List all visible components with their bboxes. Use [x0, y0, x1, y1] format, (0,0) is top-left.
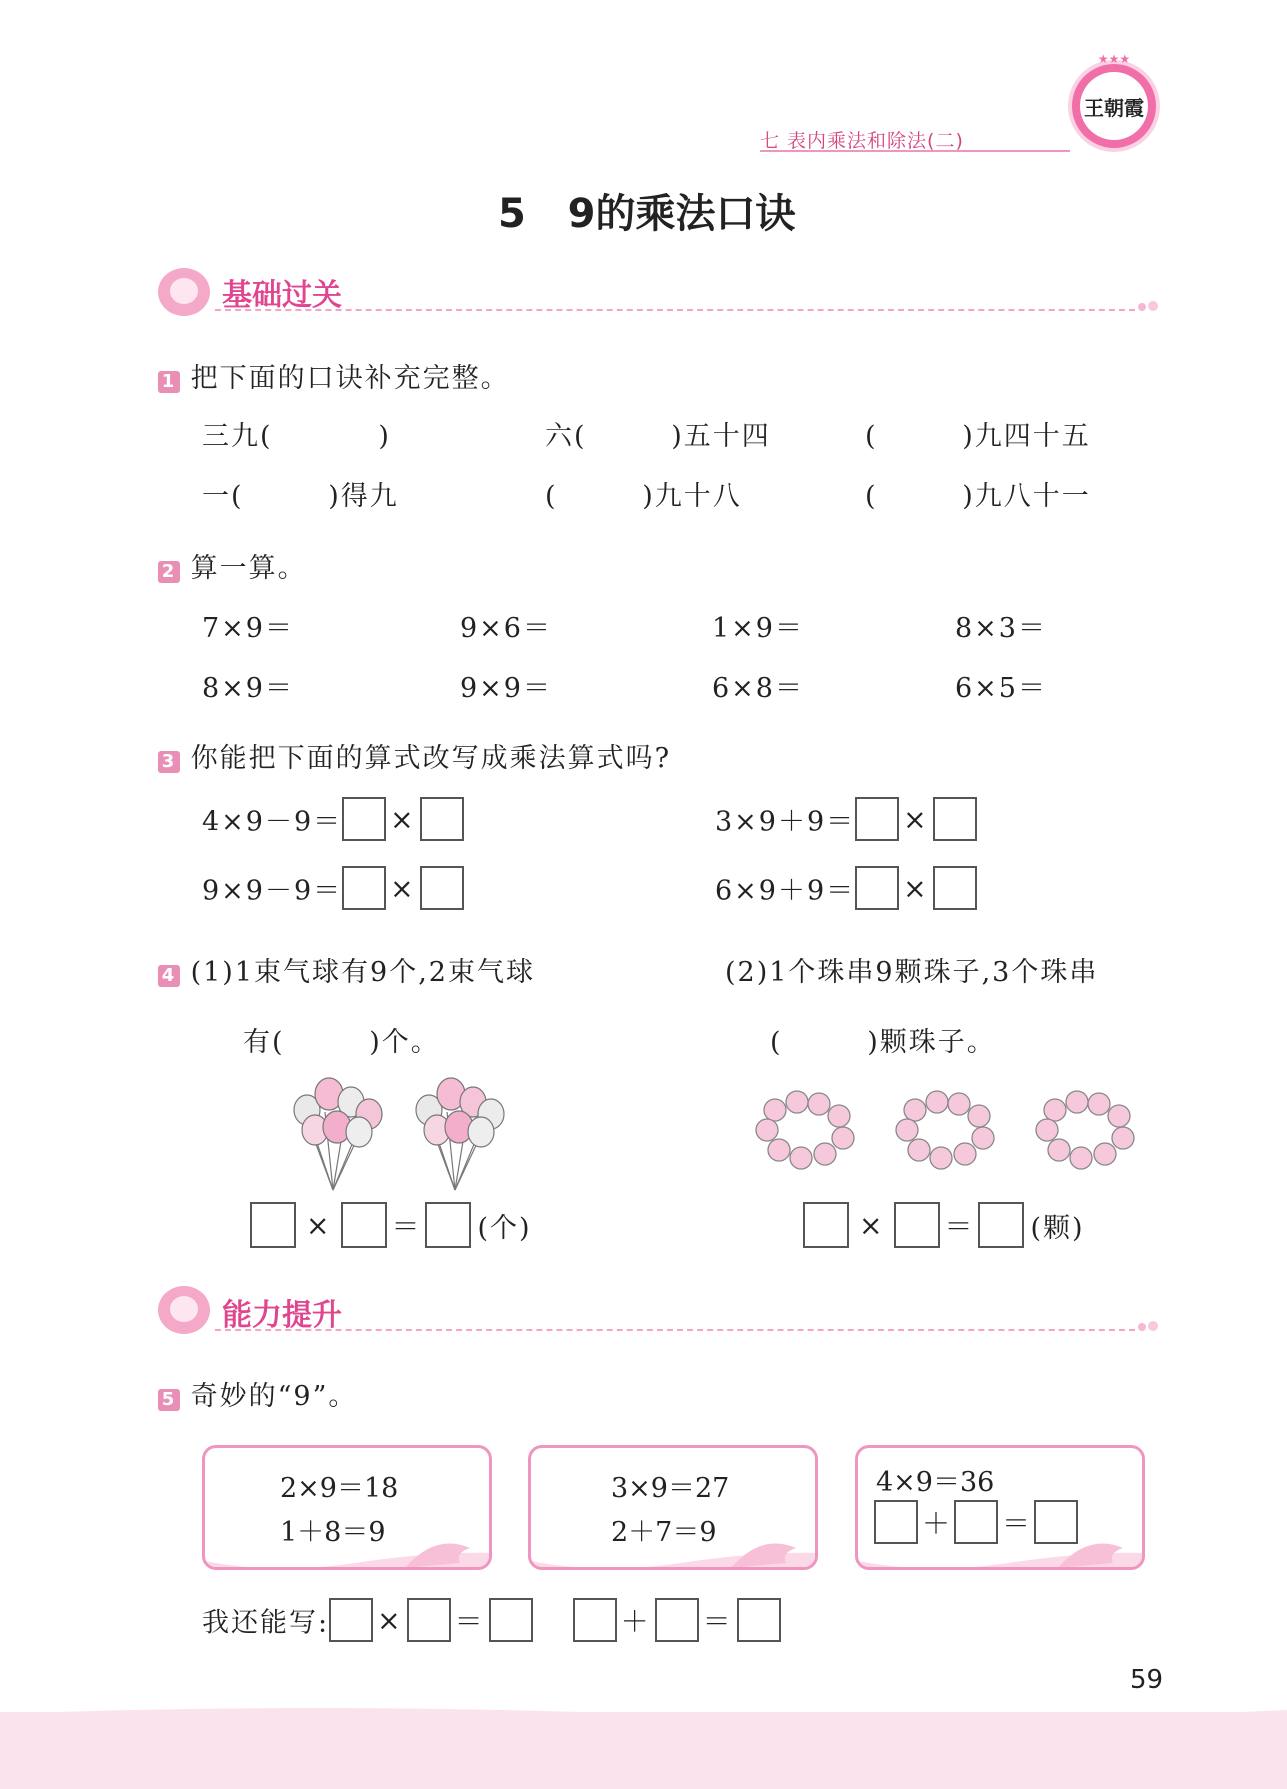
calc-item[interactable]: 8×9＝ [202, 673, 294, 704]
fill-blank-item[interactable]: ( )九四十五 [865, 421, 1091, 452]
unit-label: (颗) [1030, 1212, 1085, 1244]
fill-blank-item[interactable]: ( )九八十一 [865, 481, 1091, 512]
calc-item[interactable]: 6×5＝ [955, 673, 1047, 704]
page-number: 59 [1130, 1665, 1164, 1695]
calc-item[interactable]: 8×3＝ [955, 613, 1047, 644]
answer-box[interactable] [655, 1598, 699, 1642]
answer-box[interactable] [342, 866, 386, 910]
rewrite-row [202, 866, 464, 910]
bead-string [896, 1091, 994, 1169]
question-number: 4 [158, 965, 180, 987]
bead-equation [803, 1202, 1085, 1248]
times-sign: × [390, 802, 416, 836]
answer-box[interactable] [489, 1598, 533, 1642]
question-4-part2: (2)1个珠串9颗珠子,3个珠串 [725, 957, 1099, 988]
fill-blank-item[interactable]: 一( )得九 [202, 481, 399, 512]
calc-item[interactable]: 6×8＝ [712, 673, 804, 704]
answer-box[interactable] [933, 797, 977, 841]
question-number: 2 [158, 561, 180, 583]
equals-sign: ＝ [944, 1210, 975, 1243]
section-divider [215, 309, 1135, 311]
calc-item[interactable]: 9×6＝ [460, 613, 552, 644]
rewrite-row [715, 797, 977, 841]
times-sign: × [903, 871, 929, 905]
plus-sign: ＋ [922, 1507, 951, 1540]
dots-decoration [1138, 300, 1158, 314]
answer-box[interactable] [341, 1202, 387, 1248]
rewrite-expression: 6×9＋9＝ [715, 875, 856, 907]
times-sign: × [903, 802, 929, 836]
brand-logo-text: 王朝霞 [1084, 96, 1144, 120]
card-line: 1＋8＝9 [280, 1517, 386, 1548]
fill-blank-item[interactable]: ( )颗珠子。 [770, 1027, 996, 1058]
answer-box[interactable] [342, 797, 386, 841]
answer-box[interactable] [407, 1598, 451, 1642]
answer-box[interactable] [573, 1598, 617, 1642]
rewrite-expression: 9×9－9＝ [202, 875, 343, 907]
answer-box[interactable] [855, 866, 899, 910]
answer-box[interactable] [978, 1202, 1024, 1248]
balloon-bunch-2 [416, 1078, 504, 1190]
card-line: 3×9＝27 [611, 1473, 730, 1504]
unit-label: (个) [477, 1212, 532, 1244]
calc-item[interactable]: 9×9＝ [460, 673, 552, 704]
example-card-2 [528, 1445, 818, 1570]
answer-box[interactable] [420, 866, 464, 910]
footer-wave [0, 1700, 1287, 1730]
card-line: 4×9＝36 [876, 1467, 995, 1498]
question-number: 3 [158, 751, 180, 773]
times-sign: × [306, 1208, 332, 1242]
answer-box[interactable] [420, 797, 464, 841]
card-line: 2＋7＝9 [611, 1517, 717, 1548]
answer-box[interactable] [250, 1202, 296, 1248]
times-sign: × [377, 1603, 403, 1637]
question-prompt: 奇妙的“9”。 [190, 1381, 358, 1412]
rewrite-row [715, 866, 977, 910]
brand-logo: 王朝霞 ★★★ [1072, 64, 1156, 148]
wave-decoration [858, 1523, 1145, 1570]
question-number: 5 [158, 1389, 180, 1411]
times-sign: × [390, 871, 416, 905]
question-prompt: 把下面的口诀补充完整。 [190, 363, 510, 394]
header-underline [760, 150, 1070, 152]
wave-decoration [531, 1523, 818, 1570]
fill-blank-item[interactable]: 六( )五十四 [545, 421, 771, 452]
answer-box[interactable] [329, 1598, 373, 1642]
balloon-bunch-1 [294, 1078, 382, 1190]
times-sign: × [859, 1208, 885, 1242]
question-number: 1 [158, 371, 180, 393]
answer-box[interactable] [425, 1202, 471, 1248]
mascot-icon [158, 1286, 210, 1334]
rewrite-expression: 4×9－9＝ [202, 806, 343, 838]
question-4-part1 [158, 950, 535, 989]
question-2 [158, 546, 307, 585]
balloons-illustration [285, 1072, 525, 1197]
example-card-3 [855, 1445, 1145, 1570]
question-prompt: 算一算。 [190, 553, 307, 584]
chapter-header [760, 126, 1045, 153]
bead-strings-illustration [755, 1090, 1155, 1180]
page-title: 5 9的乘法口诀 [498, 191, 796, 237]
also-write-label: 我还能写: [202, 1607, 330, 1639]
calc-item[interactable]: 7×9＝ [202, 613, 294, 644]
calc-item[interactable]: 1×9＝ [712, 613, 804, 644]
question-prompt: 你能把下面的算式改写成乘法算式吗? [190, 743, 672, 774]
fill-blank-item[interactable]: ( )九十八 [545, 481, 742, 512]
card-line: 2×9＝18 [280, 1473, 399, 1504]
rewrite-expression: 3×9＋9＝ [715, 806, 856, 838]
bead-string [756, 1091, 854, 1169]
plus-sign: ＋ [620, 1605, 651, 1638]
equals-sign: ＝ [1002, 1507, 1031, 1540]
mascot-icon [158, 268, 210, 316]
answer-box[interactable] [894, 1202, 940, 1248]
equals-sign: ＝ [702, 1605, 733, 1638]
fill-blank-item[interactable]: 有( )个。 [243, 1027, 440, 1058]
section-basic-title: 基础过关 [222, 278, 342, 313]
fill-blank-item[interactable]: 三九( ) [202, 421, 391, 452]
answer-box[interactable] [737, 1598, 781, 1642]
answer-box[interactable] [803, 1202, 849, 1248]
question-5 [158, 1374, 357, 1413]
section-advanced-title: 能力提升 [222, 1298, 342, 1333]
question-1 [158, 356, 510, 395]
equals-sign: ＝ [454, 1605, 485, 1638]
dots-decoration [1138, 1320, 1158, 1334]
also-write-row [202, 1598, 781, 1642]
chapter-title: 七 表内乘法和除法(二) [760, 130, 964, 152]
rewrite-row [202, 797, 464, 841]
equals-sign: ＝ [391, 1210, 422, 1243]
example-card-1 [202, 1445, 492, 1570]
question-3 [158, 736, 671, 775]
answer-box[interactable] [855, 797, 899, 841]
question-text: (1)1束气球有9个,2束气球 [190, 957, 535, 988]
answer-box[interactable] [933, 866, 977, 910]
wave-decoration [205, 1523, 492, 1570]
section-divider [215, 1329, 1135, 1331]
balloon-equation [250, 1202, 532, 1248]
bead-string [1036, 1091, 1134, 1169]
